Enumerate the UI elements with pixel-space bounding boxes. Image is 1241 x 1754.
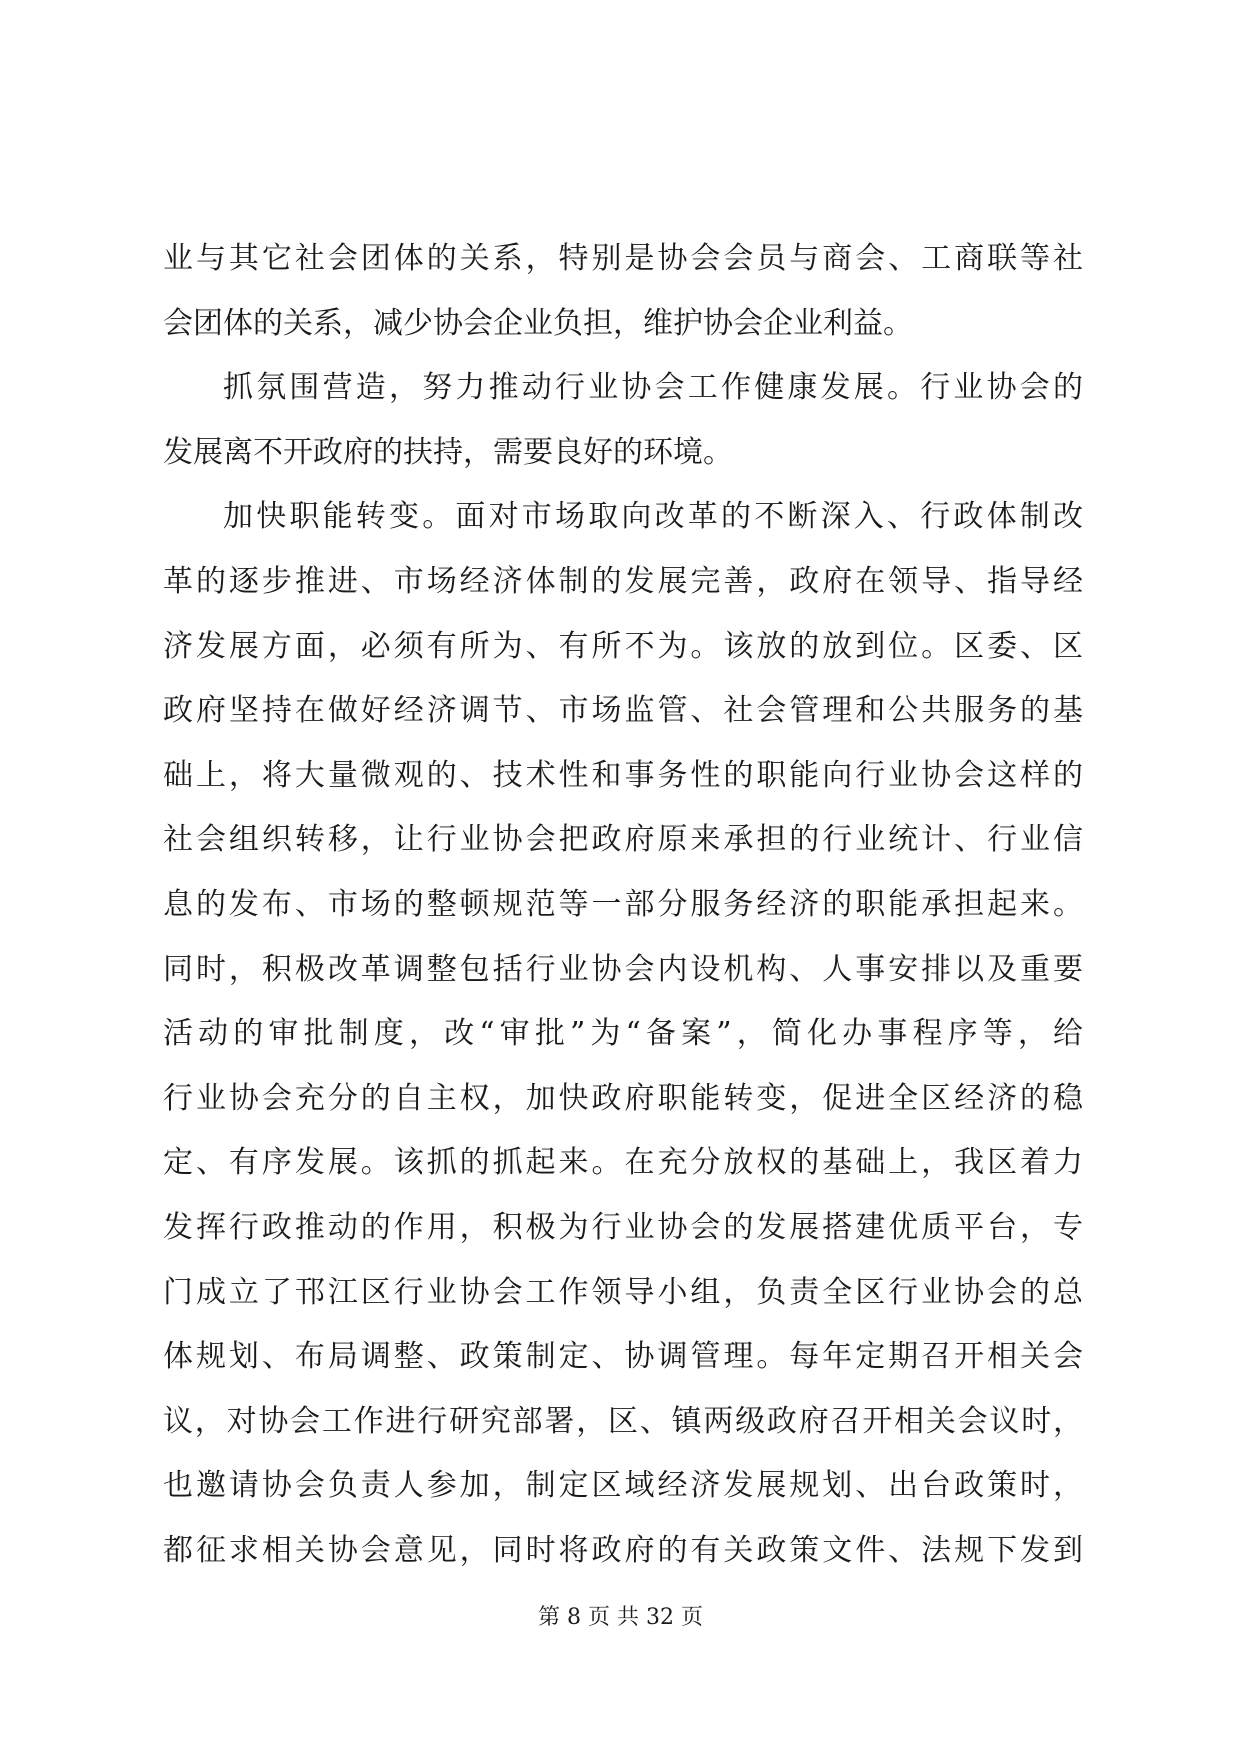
text-line: 门成立了邗江区行业协会工作领导小组，负责全区行业协会的总 [163, 1274, 1083, 1310]
text-line: 议，对协会工作进行研究部署，区、镇两级政府召开相关会议时， [163, 1403, 1083, 1439]
text-line: 发展离不开政府的扶持，需要良好的环境。 [163, 434, 733, 470]
text-line: 也邀请协会负责人参加，制定区域经济发展规划、出台政策时， [163, 1468, 1083, 1504]
text-line: 行业协会充分的自主权，加快政府职能转变，促进全区经济的稳 [163, 1080, 1083, 1116]
text-line: 础上，将大量微观的、技术性和事务性的职能向行业协会这样的 [163, 757, 1083, 793]
text-line: 加快职能转变。面对市场取向改革的不断深入、行政体制改 [223, 499, 1083, 535]
text-line: 体规划、布局调整、政策制定、协调管理。每年定期召开相关会 [163, 1339, 1083, 1375]
text-line: 活动的审批制度，改“审批”为“备案”，简化办事程序等，给 [163, 1016, 1083, 1052]
text-line: 同时，积极改革调整包括行业协会内设机构、人事安排以及重要 [163, 951, 1083, 987]
text-line: 业与其它社会团体的关系，特别是协会会员与商会、工商联等社 [163, 241, 1083, 276]
text-line: 济发展方面，必须有所为、有所不为。该放的放到位。区委、区 [163, 628, 1083, 664]
text-line: 息的发布、市场的整顿规范等一部分服务经济的职能承担起来。 [163, 886, 1083, 922]
text-line: 革的逐步推进、市场经济体制的发展完善，政府在领导、指导经 [163, 563, 1083, 599]
text-line: 政府坚持在做好经济调节、市场监管、社会管理和公共服务的基 [163, 693, 1083, 729]
text-line: 社会组织转移，让行业协会把政府原来承担的行业统计、行业信 [163, 822, 1083, 858]
text-line: 定、有序发展。该抓的抓起来。在充分放权的基础上，我区着力 [163, 1145, 1083, 1181]
body-text [163, 227, 1083, 1583]
text-line: 都征求相关协会意见，同时将政府的有关政策文件、法规下发到 [163, 1532, 1083, 1568]
text-line: 会团体的关系，减少协会企业负担，维护协会企业利益。 [163, 305, 913, 341]
text-line: 抓氛围营造，努力推动行业协会工作健康发展。行业协会的 [223, 370, 1083, 406]
page-number-footer: 第 8 页 共 32 页 [538, 1605, 703, 1630]
text-line: 发挥行政推动的作用，积极为行业协会的发展搭建优质平台，专 [163, 1209, 1083, 1245]
